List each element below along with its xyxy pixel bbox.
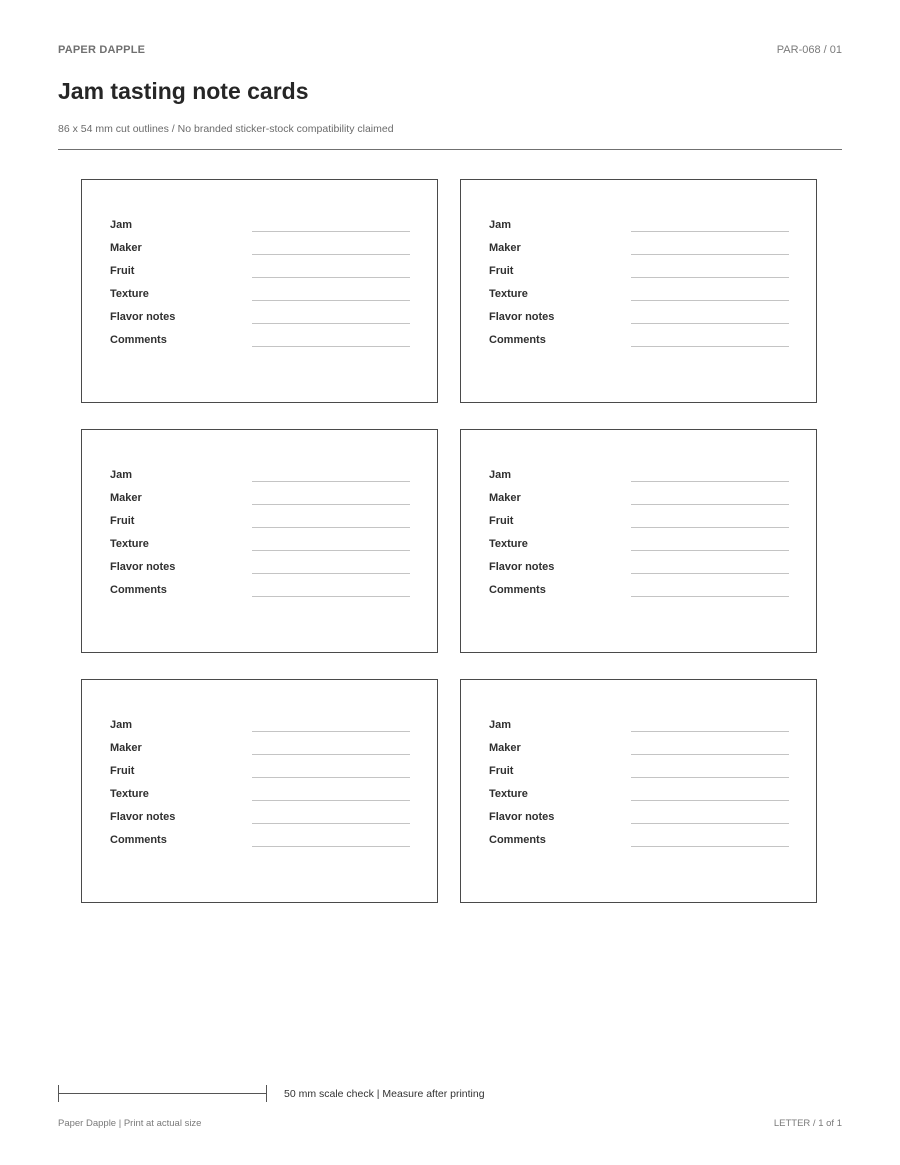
card-field	[489, 719, 791, 737]
write-in-line	[631, 277, 789, 278]
card-field	[110, 742, 412, 760]
page-subtitle: 86 x 54 mm cut outlines / No branded sticker-stock compatibility claimed	[58, 123, 394, 135]
field-label: Maker	[489, 242, 521, 254]
field-label: Texture	[489, 788, 528, 800]
write-in-line	[631, 731, 789, 732]
write-in-line	[631, 800, 789, 801]
field-label: Flavor notes	[110, 311, 176, 323]
write-in-line	[252, 277, 410, 278]
field-label: Maker	[110, 742, 142, 754]
field-label: Comments	[489, 834, 546, 846]
field-label: Jam	[110, 469, 133, 481]
write-in-line	[252, 800, 410, 801]
field-label: Texture	[110, 538, 149, 550]
field-label: Maker	[110, 242, 142, 254]
card-field	[110, 492, 412, 510]
field-label: Flavor notes	[110, 561, 176, 573]
card-field	[489, 311, 791, 329]
card-field	[489, 242, 791, 260]
write-in-line	[631, 823, 789, 824]
card-field	[110, 538, 412, 556]
card-field	[489, 469, 791, 487]
note-card	[81, 679, 438, 903]
scale-bar	[58, 1085, 267, 1102]
header-divider	[58, 149, 842, 150]
card-field	[489, 788, 791, 806]
write-in-line	[252, 846, 410, 847]
card-field	[489, 561, 791, 579]
note-card	[460, 679, 817, 903]
write-in-line	[631, 323, 789, 324]
field-label: Fruit	[489, 265, 514, 277]
write-in-line	[252, 731, 410, 732]
card-field	[110, 719, 412, 737]
field-label: Comments	[110, 334, 167, 346]
field-label: Jam	[489, 219, 512, 231]
card-field	[489, 265, 791, 283]
write-in-line	[631, 527, 789, 528]
field-label: Jam	[110, 719, 133, 731]
card-field	[110, 288, 412, 306]
card-field	[110, 242, 412, 260]
write-in-line	[631, 573, 789, 574]
write-in-line	[252, 754, 410, 755]
write-in-line	[631, 846, 789, 847]
card-field	[110, 265, 412, 283]
field-label: Texture	[110, 288, 149, 300]
card-field	[489, 765, 791, 783]
field-label: Comments	[110, 584, 167, 596]
write-in-line	[631, 231, 789, 232]
write-in-line	[252, 527, 410, 528]
write-in-line	[631, 300, 789, 301]
card-field	[110, 469, 412, 487]
field-label: Texture	[489, 288, 528, 300]
write-in-line	[252, 254, 410, 255]
write-in-line	[631, 254, 789, 255]
write-in-line	[252, 504, 410, 505]
write-in-line	[252, 323, 410, 324]
footer-left: Paper Dapple | Print at actual size	[58, 1118, 202, 1129]
field-label: Flavor notes	[489, 561, 555, 573]
field-label: Flavor notes	[110, 811, 176, 823]
write-in-line	[252, 596, 410, 597]
field-label: Fruit	[110, 515, 135, 527]
card-field	[110, 834, 412, 852]
field-label: Maker	[489, 742, 521, 754]
card-field	[489, 538, 791, 556]
card-field	[489, 515, 791, 533]
write-in-line	[252, 550, 410, 551]
scale-bar-end-tick	[266, 1085, 267, 1102]
brand-name: PAPER DAPPLE	[58, 44, 146, 56]
write-in-line	[252, 777, 410, 778]
write-in-line	[631, 346, 789, 347]
card-field	[110, 811, 412, 829]
field-label: Maker	[110, 492, 142, 504]
field-label: Flavor notes	[489, 311, 555, 323]
write-in-line	[631, 777, 789, 778]
write-in-line	[631, 504, 789, 505]
note-card	[460, 179, 817, 403]
write-in-line	[631, 596, 789, 597]
card-field	[110, 515, 412, 533]
write-in-line	[252, 346, 410, 347]
field-label: Jam	[489, 469, 512, 481]
write-in-line	[631, 550, 789, 551]
write-in-line	[252, 573, 410, 574]
card-field	[110, 219, 412, 237]
scale-check-label: 50 mm scale check | Measure after printing	[284, 1088, 485, 1100]
card-field	[110, 788, 412, 806]
card-field	[110, 584, 412, 602]
card-field	[489, 584, 791, 602]
scale-bar-line	[58, 1093, 267, 1094]
field-label: Texture	[110, 788, 149, 800]
page-title: Jam tasting note cards	[58, 78, 309, 104]
document-reference: PAR-068 / 01	[776, 44, 842, 56]
card-field	[489, 334, 791, 352]
write-in-line	[252, 823, 410, 824]
field-label: Comments	[110, 834, 167, 846]
card-field	[110, 765, 412, 783]
card-field	[489, 742, 791, 760]
footer-right: LETTER / 1 of 1	[773, 1118, 842, 1129]
card-field	[110, 561, 412, 579]
card-field	[489, 219, 791, 237]
card-field	[489, 492, 791, 510]
write-in-line	[252, 300, 410, 301]
write-in-line	[252, 481, 410, 482]
field-label: Fruit	[110, 765, 135, 777]
write-in-line	[631, 754, 789, 755]
card-field	[489, 834, 791, 852]
scale-bar-start-tick	[58, 1085, 59, 1102]
write-in-line	[252, 231, 410, 232]
card-field	[489, 811, 791, 829]
field-label: Fruit	[110, 265, 135, 277]
write-in-line	[631, 481, 789, 482]
note-card	[81, 179, 438, 403]
field-label: Texture	[489, 538, 528, 550]
note-card	[81, 429, 438, 653]
note-card	[460, 429, 817, 653]
field-label: Jam	[489, 719, 512, 731]
field-label: Maker	[489, 492, 521, 504]
field-label: Comments	[489, 334, 546, 346]
field-label: Jam	[110, 219, 133, 231]
field-label: Flavor notes	[489, 811, 555, 823]
field-label: Fruit	[489, 515, 514, 527]
card-field	[110, 334, 412, 352]
card-field	[110, 311, 412, 329]
field-label: Fruit	[489, 765, 514, 777]
card-field	[489, 288, 791, 306]
field-label: Comments	[489, 584, 546, 596]
